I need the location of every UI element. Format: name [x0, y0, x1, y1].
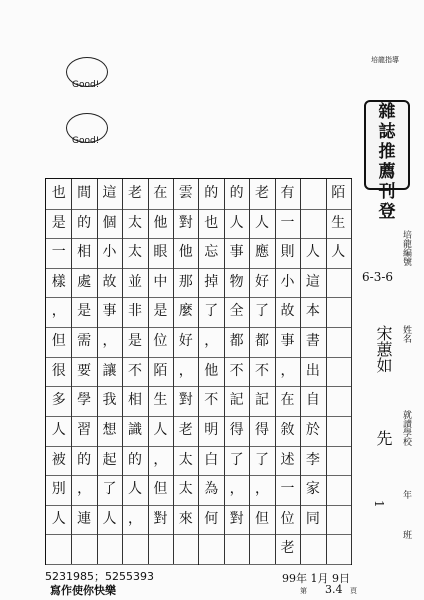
grid-cell: 何 — [199, 505, 224, 536]
grid-cell — [122, 534, 147, 565]
grid-cell: 太 — [122, 238, 147, 269]
grid-cell: 的 — [71, 446, 96, 477]
good-stamp-1-label: Good! — [72, 80, 100, 90]
grid-cell: 白 — [199, 446, 224, 477]
grid-cell: 物 — [224, 268, 249, 299]
name-value: 宋蕙如 — [374, 325, 393, 373]
grid-cell: 事 — [97, 297, 122, 328]
grid-cell: 被 — [46, 446, 71, 477]
grid-cell: 起 — [97, 446, 122, 477]
grid-cell: 生 — [326, 209, 351, 240]
essay-column — [326, 179, 352, 564]
grid-cell: 是 — [122, 327, 147, 358]
grid-cell: 生 — [148, 386, 173, 417]
grid-cell: 非 — [122, 297, 147, 328]
grid-cell — [46, 534, 71, 565]
id-value: 6-3-6 — [362, 270, 394, 284]
grid-cell: 也 — [199, 209, 224, 240]
phone-number: 5231985；5255393 — [45, 570, 154, 583]
grid-cell: 人 — [224, 209, 249, 240]
grid-cell: 了 — [199, 297, 224, 328]
grid-cell: 於 — [300, 416, 325, 447]
grid-cell: 同 — [300, 505, 325, 536]
grid-cell: 小 — [275, 268, 300, 299]
grid-cell — [326, 357, 351, 388]
grid-cell: 想 — [97, 416, 122, 447]
name-label: 姓名 — [401, 325, 411, 343]
grid-cell: 本 — [300, 297, 325, 328]
grid-cell: 的 — [224, 179, 249, 210]
essay-column — [173, 179, 199, 564]
grid-cell: 全 — [224, 297, 249, 328]
info-sidebar — [352, 230, 422, 560]
grid-cell: 相 — [122, 386, 147, 417]
grid-cell: 識 — [122, 416, 147, 447]
grid-cell: 書 — [300, 327, 325, 358]
grid-cell: 的 — [71, 209, 96, 240]
class-label: 班 — [401, 530, 411, 539]
grid-cell: 位 — [148, 327, 173, 358]
grid-cell: 得 — [249, 416, 274, 447]
grid-cell: 人 — [300, 238, 325, 269]
grid-cell: ， — [148, 446, 173, 477]
grid-cell — [71, 534, 96, 565]
grid-cell: ， — [249, 475, 274, 506]
grid-cell — [148, 534, 173, 565]
grid-cell: 事 — [275, 327, 300, 358]
grid-cell: 他 — [173, 238, 198, 269]
grid-cell: 在 — [275, 386, 300, 417]
grade-value: 1 — [372, 500, 386, 508]
grid-cell: ， — [122, 505, 147, 536]
grid-cell: 則 — [275, 238, 300, 269]
grid-cell: 太 — [173, 446, 198, 477]
grid-cell: 別 — [46, 475, 71, 506]
grid-cell: 事 — [224, 238, 249, 269]
grid-cell: 但 — [46, 327, 71, 358]
seal-char: 雜 — [378, 102, 396, 122]
grid-cell — [326, 505, 351, 536]
essay-column — [224, 179, 250, 564]
page-number: 3.4 — [325, 583, 343, 596]
grid-cell: 明 — [199, 416, 224, 447]
grid-cell: 故 — [275, 297, 300, 328]
grid-cell: 在 — [148, 179, 173, 210]
grid-cell: ， — [46, 297, 71, 328]
grid-cell: 得 — [224, 416, 249, 447]
seal-title: 培龍指導 — [371, 56, 399, 64]
grid-cell: 小 — [97, 238, 122, 269]
grid-cell: ， — [275, 357, 300, 388]
grid-cell: 人 — [97, 505, 122, 536]
grid-cell: 我 — [97, 386, 122, 417]
grid-cell: 連 — [71, 505, 96, 536]
grid-cell: 人 — [122, 475, 147, 506]
grid-cell: 都 — [224, 327, 249, 358]
school-value: 先 — [374, 430, 393, 446]
grid-cell: 老 — [249, 179, 274, 210]
grid-cell: 老 — [275, 534, 300, 565]
grid-cell: 他 — [199, 357, 224, 388]
recommend-seal — [364, 100, 410, 222]
grid-cell: 為 — [199, 475, 224, 506]
grid-cell: 了 — [97, 475, 122, 506]
grid-cell: 有 — [275, 179, 300, 210]
grid-cell: 的 — [122, 446, 147, 477]
seal-char: 推 — [378, 142, 396, 162]
grid-cell: 人 — [249, 209, 274, 240]
grid-cell: 不 — [122, 357, 147, 388]
grid-cell: 是 — [148, 297, 173, 328]
grid-cell: 位 — [275, 505, 300, 536]
grid-cell: 太 — [122, 209, 147, 240]
grid-cell: 一 — [275, 209, 300, 240]
grid-cell: 不 — [199, 386, 224, 417]
grid-cell: 但 — [148, 475, 173, 506]
grid-cell — [326, 297, 351, 328]
grid-cell: 的 — [199, 179, 224, 210]
grid-cell: 好 — [249, 268, 274, 299]
school-label: 就讀學校 — [401, 410, 411, 446]
seal-char: 薦 — [378, 162, 396, 182]
grid-cell: 了 — [249, 297, 274, 328]
grid-cell: 眼 — [148, 238, 173, 269]
grid-cell: ， — [199, 327, 224, 358]
essay-column — [97, 179, 123, 564]
grid-cell: 需 — [71, 327, 96, 358]
grid-cell: 也 — [46, 179, 71, 210]
grid-cell: 了 — [224, 446, 249, 477]
essay-column — [46, 179, 72, 564]
grid-cell — [224, 534, 249, 565]
slogan: 寫作使你快樂 — [50, 584, 116, 597]
grid-cell: 並 — [122, 268, 147, 299]
grid-cell — [326, 475, 351, 506]
grid-cell: 陌 — [148, 357, 173, 388]
grid-cell: ， — [224, 475, 249, 506]
grid-cell: 人 — [326, 238, 351, 269]
grid-cell: 述 — [275, 446, 300, 477]
grid-cell — [326, 268, 351, 299]
grid-cell: 習 — [71, 416, 96, 447]
grid-cell: 記 — [224, 386, 249, 417]
good-stamp-2-label: Good! — [72, 136, 100, 146]
grid-cell: 很 — [46, 357, 71, 388]
grid-cell: 自 — [300, 386, 325, 417]
page-label: 第 — [300, 587, 307, 595]
grid-cell: 老 — [173, 416, 198, 447]
grid-cell: 個 — [97, 209, 122, 240]
grid-cell: 雲 — [173, 179, 198, 210]
grid-cell: 間 — [71, 179, 96, 210]
grid-cell: 要 — [71, 357, 96, 388]
seal-char: 刊 — [378, 182, 396, 202]
grid-cell: 掉 — [199, 268, 224, 299]
page-unit: 頁 — [350, 587, 357, 595]
grid-cell: 記 — [249, 386, 274, 417]
grid-cell — [326, 386, 351, 417]
grid-cell: 不 — [224, 357, 249, 388]
grid-cell — [300, 534, 325, 565]
grade-label: 年 — [401, 490, 411, 499]
grid-cell: 來 — [173, 505, 198, 536]
grid-cell — [199, 534, 224, 565]
grid-cell: ， — [173, 357, 198, 388]
essay-grid — [45, 178, 352, 565]
grid-cell: 相 — [71, 238, 96, 269]
seal-char: 誌 — [378, 122, 396, 142]
grid-cell: 讓 — [97, 357, 122, 388]
essay-column — [300, 179, 326, 564]
grid-cell: 處 — [71, 268, 96, 299]
grid-cell: 忘 — [199, 238, 224, 269]
grid-cell: 這 — [300, 268, 325, 299]
grid-cell — [326, 327, 351, 358]
grid-cell: 應 — [249, 238, 274, 269]
grid-cell: 人 — [148, 416, 173, 447]
grid-cell — [300, 179, 325, 210]
grid-cell: 好 — [173, 327, 198, 358]
essay-column — [122, 179, 148, 564]
essay-column — [249, 179, 275, 564]
essay-column — [199, 179, 225, 564]
grid-cell — [97, 534, 122, 565]
grid-cell: 是 — [71, 297, 96, 328]
grid-cell: 一 — [46, 238, 71, 269]
grid-cell: 麼 — [173, 297, 198, 328]
grid-cell — [173, 534, 198, 565]
id-label: 培龍編號 — [401, 230, 411, 266]
grid-cell: 那 — [173, 268, 198, 299]
grid-cell — [326, 534, 351, 565]
grid-cell: 樣 — [46, 268, 71, 299]
grid-cell: 是 — [46, 209, 71, 240]
grid-cell: 敘 — [275, 416, 300, 447]
grid-cell: 出 — [300, 357, 325, 388]
grid-cell: 太 — [173, 475, 198, 506]
grid-cell: 這 — [97, 179, 122, 210]
grid-cell: 對 — [224, 505, 249, 536]
grid-cell: 對 — [148, 505, 173, 536]
grid-cell: 人 — [46, 505, 71, 536]
grid-cell: 一 — [275, 475, 300, 506]
grid-cell: 故 — [97, 268, 122, 299]
grid-cell: 都 — [249, 327, 274, 358]
essay-date: 99年 1月 9日 — [282, 572, 350, 585]
grid-cell — [326, 446, 351, 477]
grid-cell: 李 — [300, 446, 325, 477]
grid-cell — [326, 416, 351, 447]
grid-cell: 對 — [173, 386, 198, 417]
seal-char: 登 — [378, 202, 396, 222]
grid-cell: 對 — [173, 209, 198, 240]
grid-cell — [249, 534, 274, 565]
grid-cell: 了 — [249, 446, 274, 477]
grid-cell: 學 — [71, 386, 96, 417]
grid-cell: 家 — [300, 475, 325, 506]
grid-cell — [300, 209, 325, 240]
essay-column — [275, 179, 301, 564]
grid-cell: 老 — [122, 179, 147, 210]
essay-column — [148, 179, 174, 564]
grid-cell: 他 — [148, 209, 173, 240]
grid-cell: 陌 — [326, 179, 351, 210]
grid-cell: ， — [97, 327, 122, 358]
grid-cell: ， — [71, 475, 96, 506]
grid-cell: 人 — [46, 416, 71, 447]
grid-cell: 不 — [249, 357, 274, 388]
grid-cell: 但 — [249, 505, 274, 536]
essay-column — [71, 179, 97, 564]
grid-cell: 中 — [148, 268, 173, 299]
grid-cell: 多 — [46, 386, 71, 417]
